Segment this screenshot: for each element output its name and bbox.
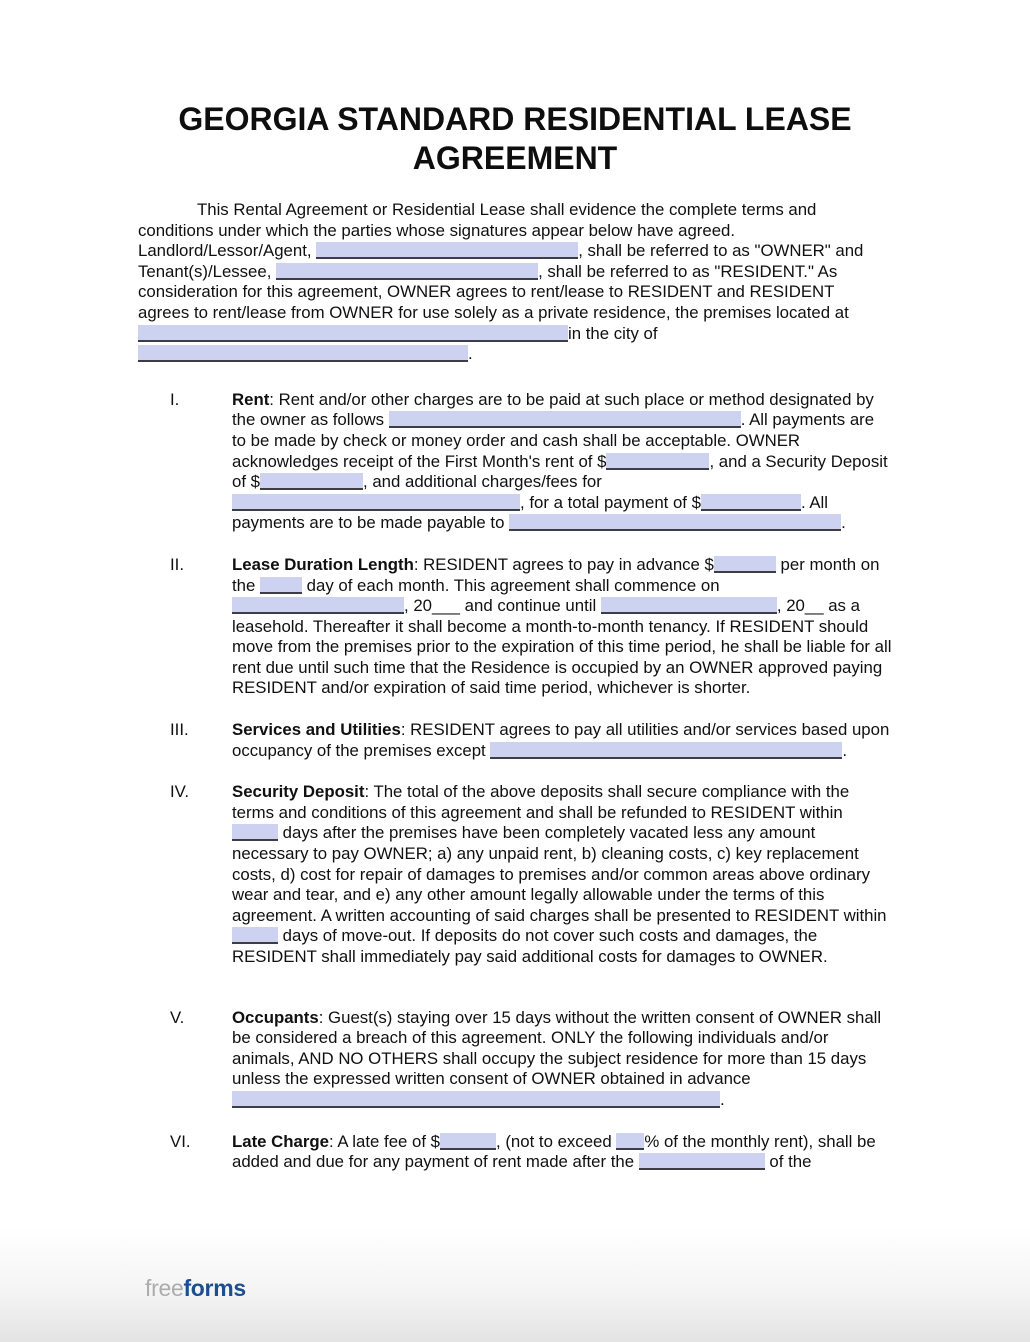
- section-body: [232, 555, 892, 699]
- body-text: : A late fee of $: [328, 1131, 441, 1151]
- fill-in-blank[interactable]: [138, 325, 568, 342]
- fill-in-blank[interactable]: [232, 597, 404, 614]
- section-body: [232, 390, 892, 534]
- logo-text-forms: forms: [183, 1275, 246, 1301]
- section-body: [232, 782, 892, 967]
- fill-in-blank[interactable]: [232, 824, 278, 841]
- fill-in-blank[interactable]: [601, 597, 777, 614]
- section-heading: Occupants: [232, 1007, 319, 1027]
- body-text: days of move-out. If deposits do not cover such costs and damages, the RESIDENT shall immediately pay said additional costs for damages to OWNER.: [232, 926, 828, 966]
- section-numeral: IV.: [170, 782, 189, 802]
- body-text: : The total of the above deposits shall secure compliance with the terms and conditions of this agreement and shall be refunded to RESIDENT within: [232, 782, 850, 822]
- section-numeral: II.: [170, 554, 184, 574]
- body-text: per month on the: [232, 554, 880, 595]
- section-security-deposit: [170, 782, 1030, 967]
- fill-in-blank[interactable]: [232, 1091, 720, 1108]
- section-lease-duration-length: [170, 555, 1030, 699]
- body-text: , and a Security Deposit of $: [232, 451, 888, 492]
- fill-in-blank[interactable]: [714, 556, 776, 573]
- body-text: : Guest(s) staying over 15 days without the written consent of OWNER shall be considered a breach of this agreement. ONLY the following individuals and/or animals, AND NO OTHERS shall occupy the subject residence for more than 15 days unless the expressed written consent of OWNER obtained in advance: [232, 1007, 882, 1089]
- fill-in-blank[interactable]: [616, 1133, 644, 1150]
- fill-in-blank[interactable]: [138, 345, 468, 362]
- fill-in-blank[interactable]: [260, 577, 302, 594]
- body-text: , 20__ as a leasehold. Thereafter it shall become a month-to-month tenancy. If RESIDENT should move from the premises prior to the expiration of this time period, he shall be liable for all rent due until such time that the Residence is occupied by an OWNER approved paying RESIDENT and/or expiration of said time period, whichever is shorter.: [232, 596, 892, 698]
- section-occupants: [170, 1008, 1030, 1111]
- section-body: [232, 1132, 892, 1173]
- section-heading: Lease Duration Length: [232, 554, 414, 574]
- fill-in-blank[interactable]: [509, 514, 841, 531]
- section-numeral: III.: [170, 720, 189, 740]
- body-text: , shall be referred to as "OWNER" and Tenant(s)/Lessee,: [138, 241, 864, 281]
- body-text: : RESIDENT agrees to pay in advance $: [413, 554, 714, 574]
- fill-in-blank[interactable]: [276, 263, 538, 280]
- fill-in-blank[interactable]: [316, 242, 578, 259]
- fill-in-blank[interactable]: [232, 927, 278, 944]
- body-text: This Rental Agreement or Residential Lease shall evidence the complete terms and conditions under which the parties whose signatures appear below have agreed. Landlord/Lessor/Agent,: [138, 200, 817, 261]
- body-text: days after the premises have been completely vacated less any amount necessary to pay OWNER; a) any unpaid rent, b) cleaning costs, c) key replacement costs, d) cost for repair of damages to premises and/or common areas above ordinary wear and tear, and e) any other amount legally allowable under the terms of this agreement. A written accounting of said charges shall be presented to RESIDENT within: [232, 823, 887, 925]
- body-text: .: [720, 1089, 725, 1109]
- document-title: GEORGIA STANDARD RESIDENTIAL LEASE AGREEMENT: [178, 101, 852, 176]
- body-text: .: [841, 513, 846, 533]
- body-text: : Rent and/or other charges are to be paid at such place or method designated by the owner as follows: [232, 389, 874, 430]
- section-body: [232, 1008, 892, 1111]
- body-text: , (not to exceed: [496, 1131, 617, 1151]
- section-body: [232, 720, 892, 761]
- body-text: day of each month. This agreement shall commence on: [302, 575, 720, 595]
- body-text: in the city of: [568, 323, 658, 343]
- body-text: .: [842, 740, 848, 760]
- intro-paragraph: [138, 200, 890, 365]
- body-text: , shall be referred to as "RESIDENT." As consideration for this agreement, OWNER agrees to rent/lease to RESIDENT and RESIDENT agrees to rent/lease from OWNER for use solely as a private residence, the premises located at: [138, 261, 849, 322]
- sections-container: [0, 390, 1030, 1173]
- fill-in-blank[interactable]: [490, 742, 842, 759]
- section-heading: Security Deposit: [232, 782, 365, 802]
- body-text: , 20___ and continue until: [404, 596, 601, 616]
- body-text: .: [468, 344, 473, 364]
- body-text: : RESIDENT agrees to pay all utilities and/or services based upon occupancy of the premises except: [232, 720, 890, 760]
- section-numeral: I.: [170, 389, 180, 409]
- body-text: . All payments are to be made payable to: [232, 492, 829, 533]
- section-heading: Rent: [232, 389, 270, 409]
- body-text: % of the monthly rent), shall be added and due for any payment of rent made after the: [232, 1131, 876, 1172]
- fill-in-blank[interactable]: [701, 494, 801, 511]
- fill-in-blank[interactable]: [440, 1133, 496, 1150]
- body-text: of the: [764, 1152, 812, 1172]
- fill-in-blank[interactable]: [639, 1153, 765, 1170]
- section-late-charge: [170, 1132, 1030, 1173]
- body-text: . All payments are to be made by check or money order and cash shall be acceptable. OWNER acknowledges receipt of the First Month's rent of $: [232, 410, 875, 471]
- body-text: , for a total payment of $: [520, 492, 701, 512]
- fill-in-blank[interactable]: [606, 453, 709, 470]
- fill-in-blank[interactable]: [389, 411, 741, 428]
- body-text: , and additional charges/fees for: [363, 472, 602, 492]
- fill-in-blank[interactable]: [232, 494, 520, 511]
- section-numeral: V.: [170, 1007, 185, 1027]
- section-heading: Services and Utilities: [232, 720, 401, 740]
- section-numeral: VI.: [170, 1131, 191, 1151]
- section-services-and-utilities: [170, 720, 1030, 761]
- fill-in-blank[interactable]: [260, 473, 363, 490]
- section-heading: Late Charge: [232, 1131, 329, 1151]
- section-rent: [170, 390, 1030, 534]
- logo-text-free: free: [145, 1275, 184, 1301]
- freeforms-logo: [145, 1275, 246, 1302]
- footer: [0, 1227, 1030, 1342]
